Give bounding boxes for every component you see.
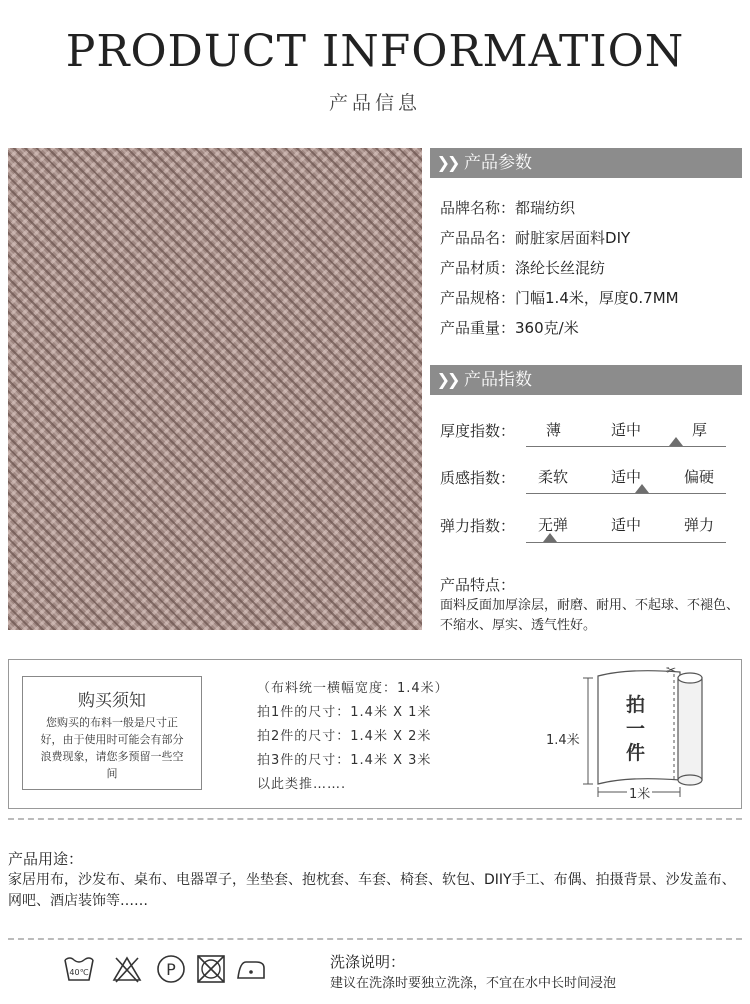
no-bleach-icon xyxy=(110,952,144,986)
index-option: 适中 xyxy=(611,421,642,439)
index-option: 柔软 xyxy=(538,468,569,486)
features-text: 面料反面加厚涂层，耐磨、耐用、不起球、不褪色、不缩水、厚实、透气性好。 xyxy=(440,598,740,633)
usage-text: 家居用布，沙发布、桌布、电器罩子，坐垫套、抱枕套、车套、椅套、软包、DIIY手工、布偶、拍摄背景、沙发盖布、网吧、酒店装饰等…… xyxy=(8,872,736,909)
purchase-notice-text: 您购买的布料一般是尺寸正好，由于使用时可能会有部分浪费现象，请您多预留一些空间 xyxy=(40,716,184,780)
index-option: 适中 xyxy=(611,468,642,486)
param-value: 耐脏家居面料DIY xyxy=(515,229,631,247)
purchase-notice-title: 购买须知 xyxy=(78,691,146,711)
diagram-tag-char: 拍 xyxy=(626,694,646,716)
index-scale-line xyxy=(526,446,726,447)
size-line: 拍3件的尺寸：1.4米 X 3米 xyxy=(257,753,432,768)
index-level-marker xyxy=(543,533,557,542)
index-option: 厚 xyxy=(692,421,708,439)
param-row-spec xyxy=(440,287,679,308)
size-line: （布料统一横幅宽度：1.4米） xyxy=(257,681,449,696)
dashed-divider xyxy=(8,818,742,820)
index-label-texture: 质感指数： xyxy=(440,469,516,487)
double-chevron-icon: ❯❯ xyxy=(436,153,458,172)
index-scale-line xyxy=(526,542,726,543)
double-chevron-icon: ❯❯ xyxy=(436,370,458,389)
param-row-brand xyxy=(440,197,575,218)
param-label: 产品品名： xyxy=(440,229,516,247)
features-title: 产品特点： xyxy=(440,576,516,594)
param-value: 涤纶长丝混纺 xyxy=(515,259,606,277)
param-row-material xyxy=(440,257,605,278)
param-value: 门幅1.4米，厚度0.7MM xyxy=(515,289,679,307)
size-line: 以此类推……. xyxy=(257,777,347,792)
usage-title: 产品用途： xyxy=(8,850,84,868)
diagram-tag-char: 件 xyxy=(626,742,646,764)
index-scale-line xyxy=(526,493,726,494)
size-line: 拍1件的尺寸：1.4米 X 1米 xyxy=(257,705,432,720)
index-option: 弹力 xyxy=(684,516,715,534)
fabric-roll xyxy=(678,678,702,780)
param-value: 都瑞纺织 xyxy=(515,199,576,217)
iron-low-icon xyxy=(234,952,268,986)
no-tumble-dry-icon xyxy=(194,952,228,986)
index-level-marker xyxy=(669,437,683,446)
param-label: 产品材质： xyxy=(440,259,516,277)
index-option: 适中 xyxy=(611,516,642,534)
washing-text: 建议在洗涤时要独立洗涤，不宜在水中长时间浸泡 xyxy=(330,976,617,991)
index-option: 偏硬 xyxy=(684,468,715,486)
index-option: 无弹 xyxy=(538,516,569,534)
index-label-thickness: 厚度指数： xyxy=(440,422,516,440)
param-label: 品牌名称： xyxy=(440,199,516,217)
diagram-tag-char: 一 xyxy=(626,718,646,740)
section-bar-params xyxy=(430,148,742,178)
scissors-icon: ✂ xyxy=(666,664,677,677)
section-bar-indices xyxy=(430,365,742,395)
index-option: 薄 xyxy=(546,421,562,439)
dashed-divider xyxy=(8,938,742,940)
diagram-length-label: 1米 xyxy=(627,783,652,802)
diagram-height-label: 1.4米 xyxy=(545,729,581,748)
param-row-weight xyxy=(440,317,579,338)
fabric-swatch-image xyxy=(8,148,422,630)
washing-title: 洗涤说明： xyxy=(330,953,406,971)
size-line: 拍2件的尺寸：1.4米 X 2米 xyxy=(257,729,432,744)
param-label: 产品规格： xyxy=(440,289,516,307)
param-row-name xyxy=(440,227,630,248)
page-subtitle: 产品信息 xyxy=(328,92,421,114)
index-level-marker xyxy=(635,484,649,493)
param-value: 360克/米 xyxy=(515,319,579,337)
wash-40-icon xyxy=(62,952,96,986)
index-label-elasticity: 弹力指数： xyxy=(440,517,516,535)
param-label: 产品重量： xyxy=(440,319,516,337)
section-title-params: 产品参数 xyxy=(464,153,532,173)
svg-text:40℃: 40℃ xyxy=(69,968,89,977)
svg-text:P: P xyxy=(166,960,176,979)
section-title-indices: 产品指数 xyxy=(464,370,532,390)
dry-clean-p-icon xyxy=(154,952,188,986)
page-title: PRODUCT INFORMATION xyxy=(65,26,685,77)
